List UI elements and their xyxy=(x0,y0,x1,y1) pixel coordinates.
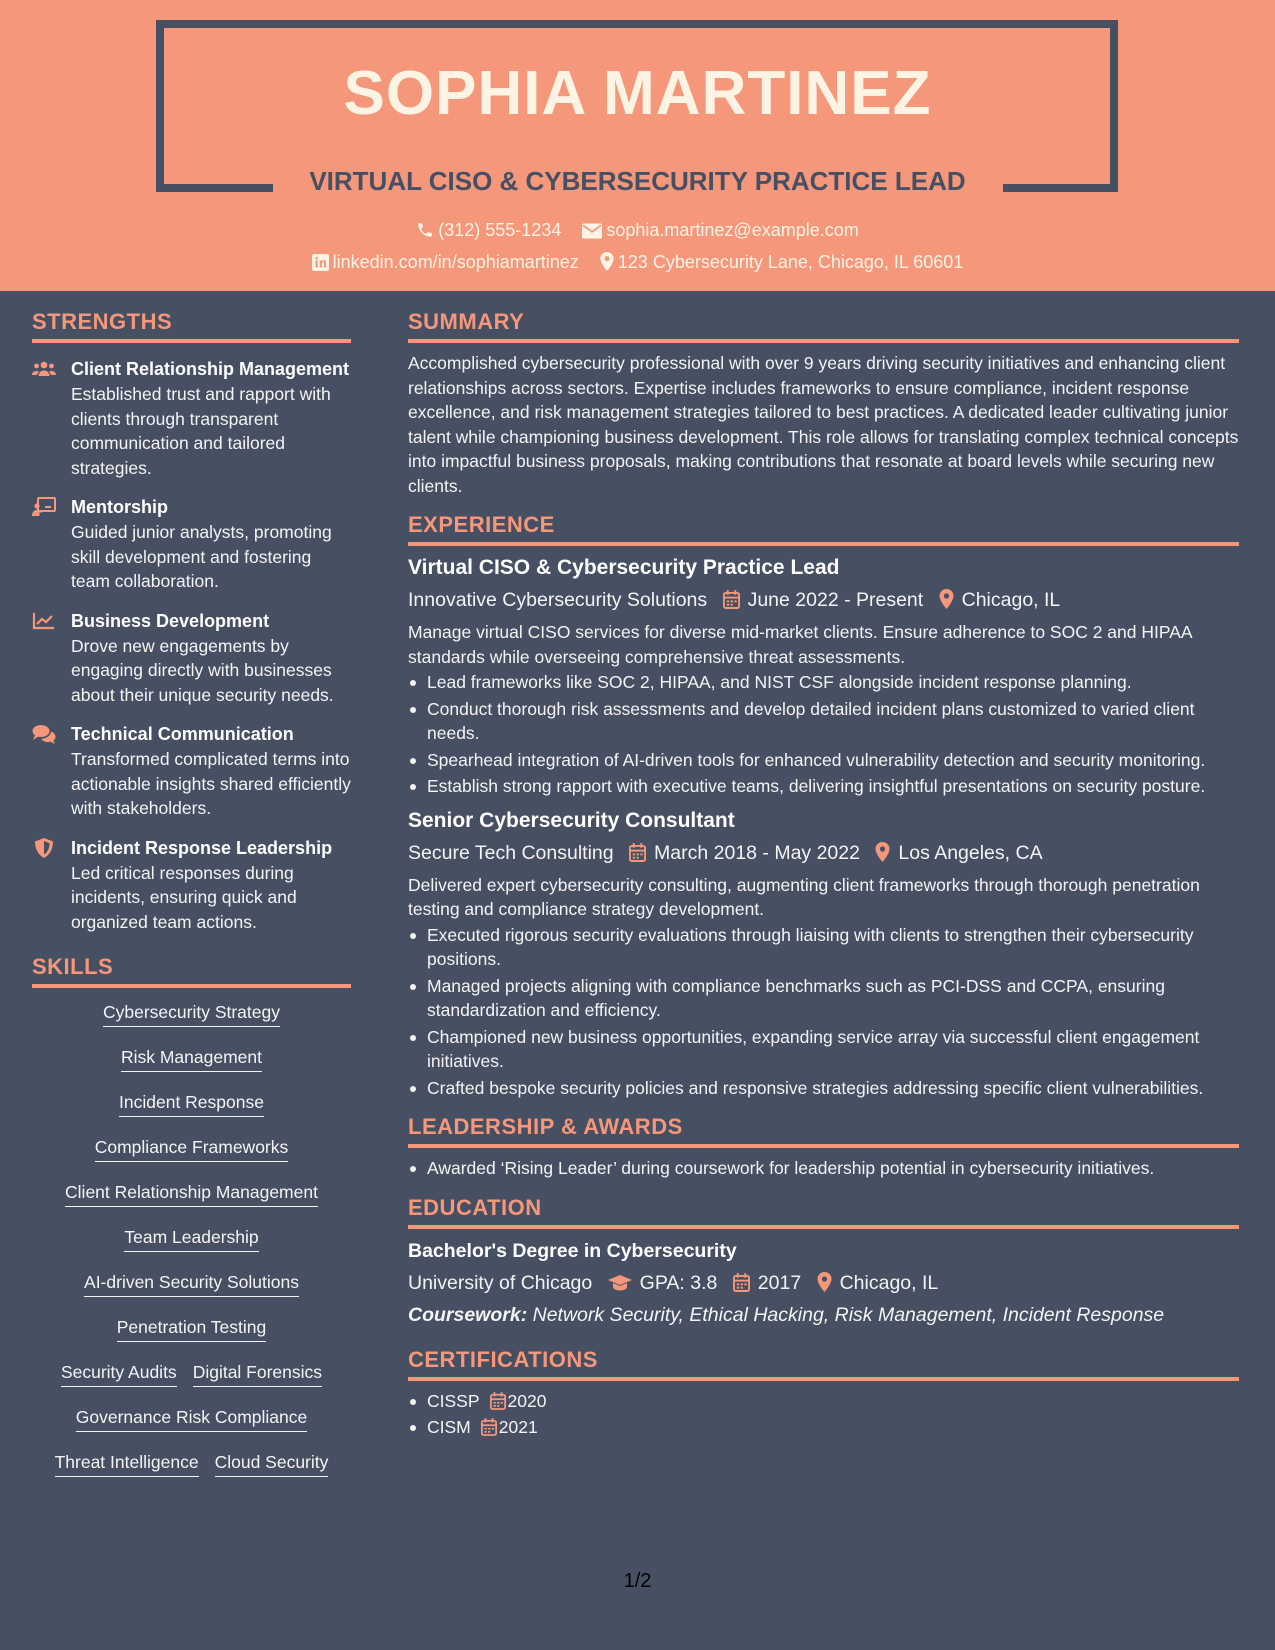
job-bullet: Conduct thorough risk assessments and develop detailed incident plans customized to varied client needs. xyxy=(408,697,1239,746)
strength-title: Technical Communication xyxy=(71,724,294,744)
job-description: Manage virtual CISO services for diverse mid-market clients. Ensure adherence to SOC 2 and HIPAA standards while overseeing comprehensive threat assessments. xyxy=(408,622,1192,667)
job-dates: June 2022 - Present xyxy=(747,589,924,611)
certifications-heading: CERTIFICATIONS xyxy=(408,1347,1239,1381)
left-column xyxy=(32,291,351,1497)
job-bullet: Championed new business opportunities, expanding service array via successful client engagement initiatives. xyxy=(408,1025,1239,1074)
job-company: Secure Tech Consulting xyxy=(408,841,614,864)
calendar-icon xyxy=(481,1418,497,1436)
shield-icon xyxy=(32,838,56,858)
skill-tag: Penetration Testing xyxy=(117,1317,267,1342)
graduation-year: 2017 xyxy=(757,1271,802,1294)
strength-desc: Guided junior analysts, promoting skill development and fostering team collaboration. xyxy=(71,522,332,591)
job-title: Senior Cybersecurity Consultant xyxy=(408,808,735,832)
summary-text: Accomplished cybersecurity professional with over 9 years driving security initiatives and enhancing client relationships across sectors. Expertise includes frameworks to ensure compliance, incident response excellence, and risk management strategies tailored to best practices. A dedicated leader cultivating junior talent while championing business development. This role allows for translating complex technical concepts into impactful business proposals, making contributions that resonate at board levels while securing new clients. xyxy=(408,353,1239,496)
coursework xyxy=(408,1301,1239,1329)
contact-row-1 xyxy=(0,220,1275,241)
skill-tag: Digital Forensics xyxy=(193,1362,322,1387)
strength-title: Business Development xyxy=(71,610,270,631)
job-bullet: Managed projects aligning with compliance benchmarks such as PCI-DSS and CCPA, ensuring standardization and efficiency. xyxy=(408,974,1239,1023)
cert-year: 2021 xyxy=(498,1417,538,1437)
skills-heading: SKILLS xyxy=(32,954,351,988)
job-bullet: Spearhead integration of AI-driven tools for enhanced vulnerability detection and security monitoring. xyxy=(408,748,1239,773)
strength-item xyxy=(32,495,351,594)
leadership-item: Awarded ‘Rising Leader’ during coursework for leadership potential in cybersecurity initiatives. xyxy=(408,1156,1239,1181)
experience-heading: EXPERIENCE xyxy=(408,512,1239,546)
skill-tag: Threat Intelligence xyxy=(55,1452,199,1477)
strength-item xyxy=(32,609,351,708)
calendar-icon xyxy=(733,1273,750,1292)
linkedin-text: linkedin.com/in/sophiamartinez xyxy=(332,252,579,272)
strength-desc: Established trust and rapport with clients through transparent communication and tailored strategies. xyxy=(71,384,331,478)
map-pin-icon xyxy=(875,842,890,862)
job-title: Virtual CISO & Cybersecurity Practice Lead xyxy=(408,556,840,579)
leadership-list xyxy=(408,1156,1239,1181)
comments-icon xyxy=(32,724,56,744)
candidate-name: SOPHIA MARTINEZ xyxy=(343,59,932,128)
strength-item xyxy=(32,722,351,821)
map-pin-icon xyxy=(939,589,954,609)
job-location: Chicago, IL xyxy=(961,589,1061,611)
job-meta xyxy=(408,839,1239,867)
skill-tag: Incident Response xyxy=(119,1092,264,1117)
email-text: sophia.martinez@example.com xyxy=(606,220,859,240)
school-name: University of Chicago xyxy=(408,1271,593,1294)
strength-item xyxy=(32,357,351,480)
job-bullets xyxy=(408,670,1239,799)
certification-item xyxy=(408,1415,1239,1440)
chart-line-icon xyxy=(32,611,56,631)
address-text: 123 Cybersecurity Lane, Chicago, IL 60601 xyxy=(617,252,964,272)
skills-list xyxy=(32,1002,351,1480)
education-heading: EDUCATION xyxy=(408,1195,1239,1229)
email-item[interactable] xyxy=(582,220,858,241)
strength-desc: Drove new engagements by engaging directly with businesses about their unique security needs. xyxy=(71,635,334,705)
strength-desc: Transformed complicated terms into actionable insights shared efficiently with stakeholders. xyxy=(71,749,351,818)
job-bullet: Establish strong rapport with executive teams, delivering insightful presentations on security posture. xyxy=(408,774,1239,799)
skill-tag: Cloud Security xyxy=(215,1452,329,1477)
address-item xyxy=(600,252,964,273)
job-entry xyxy=(408,554,1239,799)
cert-name: CISSP xyxy=(427,1390,480,1411)
linkedin-item[interactable] xyxy=(312,252,579,273)
job-company: Innovative Cybersecurity Solutions xyxy=(408,589,708,611)
strengths-list xyxy=(32,357,351,934)
candidate-title: VIRTUAL CISO & CYBERSECURITY PRACTICE LEAD xyxy=(309,166,966,196)
teacher-icon xyxy=(32,497,56,517)
certifications-list xyxy=(408,1389,1239,1440)
header-banner xyxy=(0,0,1275,291)
certification-item xyxy=(408,1389,1239,1414)
cert-year: 2020 xyxy=(507,1390,547,1411)
phone-item xyxy=(416,220,561,241)
degree-title: Bachelor's Degree in Cybersecurity xyxy=(408,1239,737,1262)
job-bullets xyxy=(408,923,1239,1101)
calendar-icon xyxy=(490,1392,506,1410)
strength-title: Client Relationship Management xyxy=(71,359,350,379)
phone-icon xyxy=(416,221,434,239)
coursework-label: Coursework: xyxy=(408,1303,528,1326)
job-description: Delivered expert cybersecurity consulting, augmenting client frameworks through thorough penetration testing and compliance strategy development. xyxy=(408,874,1200,919)
job-bullet: Executed rigorous security evaluations through liaising with clients to strengthen their cybersecurity positions. xyxy=(408,923,1239,972)
skill-tag: Governance Risk Compliance xyxy=(76,1407,308,1432)
skill-tag: Compliance Frameworks xyxy=(95,1137,289,1162)
strength-desc: Led critical responses during incidents, ensuring quick and organized team actions. xyxy=(71,862,297,932)
cert-name: CISM xyxy=(427,1417,471,1437)
calendar-icon xyxy=(629,843,646,862)
job-meta xyxy=(408,586,1239,614)
gpa-text: GPA: 3.8 xyxy=(639,1271,718,1294)
phone-text: (312) 555-1234 xyxy=(438,220,562,240)
job-dates: March 2018 - May 2022 xyxy=(654,841,860,864)
job-bullet: Crafted bespoke security policies and responsive strategies addressing specific client vulnerabilities. xyxy=(408,1076,1239,1101)
strengths-heading: STRENGTHS xyxy=(32,309,351,343)
contact-row-2 xyxy=(0,252,1275,273)
users-icon xyxy=(32,359,56,379)
summary-heading: SUMMARY xyxy=(408,309,1239,343)
skill-tag: Team Leadership xyxy=(124,1227,258,1252)
calendar-icon xyxy=(723,590,740,609)
right-column xyxy=(408,291,1239,1442)
job-bullet: Lead frameworks like SOC 2, HIPAA, and NIST CSF alongside incident response planning. xyxy=(408,670,1239,695)
envelope-icon xyxy=(582,223,602,239)
strength-item xyxy=(32,836,351,935)
skill-tag: Risk Management xyxy=(121,1047,262,1072)
strength-title: Mentorship xyxy=(71,497,168,517)
skill-tag: Client Relationship Management xyxy=(65,1182,318,1207)
skill-tag: AI-driven Security Solutions xyxy=(84,1272,299,1297)
map-pin-icon xyxy=(817,1272,832,1292)
skill-tag: Security Audits xyxy=(61,1362,177,1387)
education-meta xyxy=(408,1269,1239,1297)
graduation-cap-icon xyxy=(608,1274,632,1292)
map-pin-icon xyxy=(600,252,614,271)
education-location: Chicago, IL xyxy=(839,1271,939,1294)
job-location: Los Angeles, CA xyxy=(898,841,1043,864)
strength-title: Incident Response Leadership xyxy=(71,837,333,858)
skill-tag: Cybersecurity Strategy xyxy=(103,1002,280,1027)
leadership-heading: LEADERSHIP & AWARDS xyxy=(408,1114,1239,1148)
coursework-text: Network Security, Ethical Hacking, Risk Management, Incident Response xyxy=(532,1303,1165,1326)
page-number: 1/2 xyxy=(623,1570,652,1592)
job-entry xyxy=(408,807,1239,1101)
linkedin-icon xyxy=(312,254,329,271)
